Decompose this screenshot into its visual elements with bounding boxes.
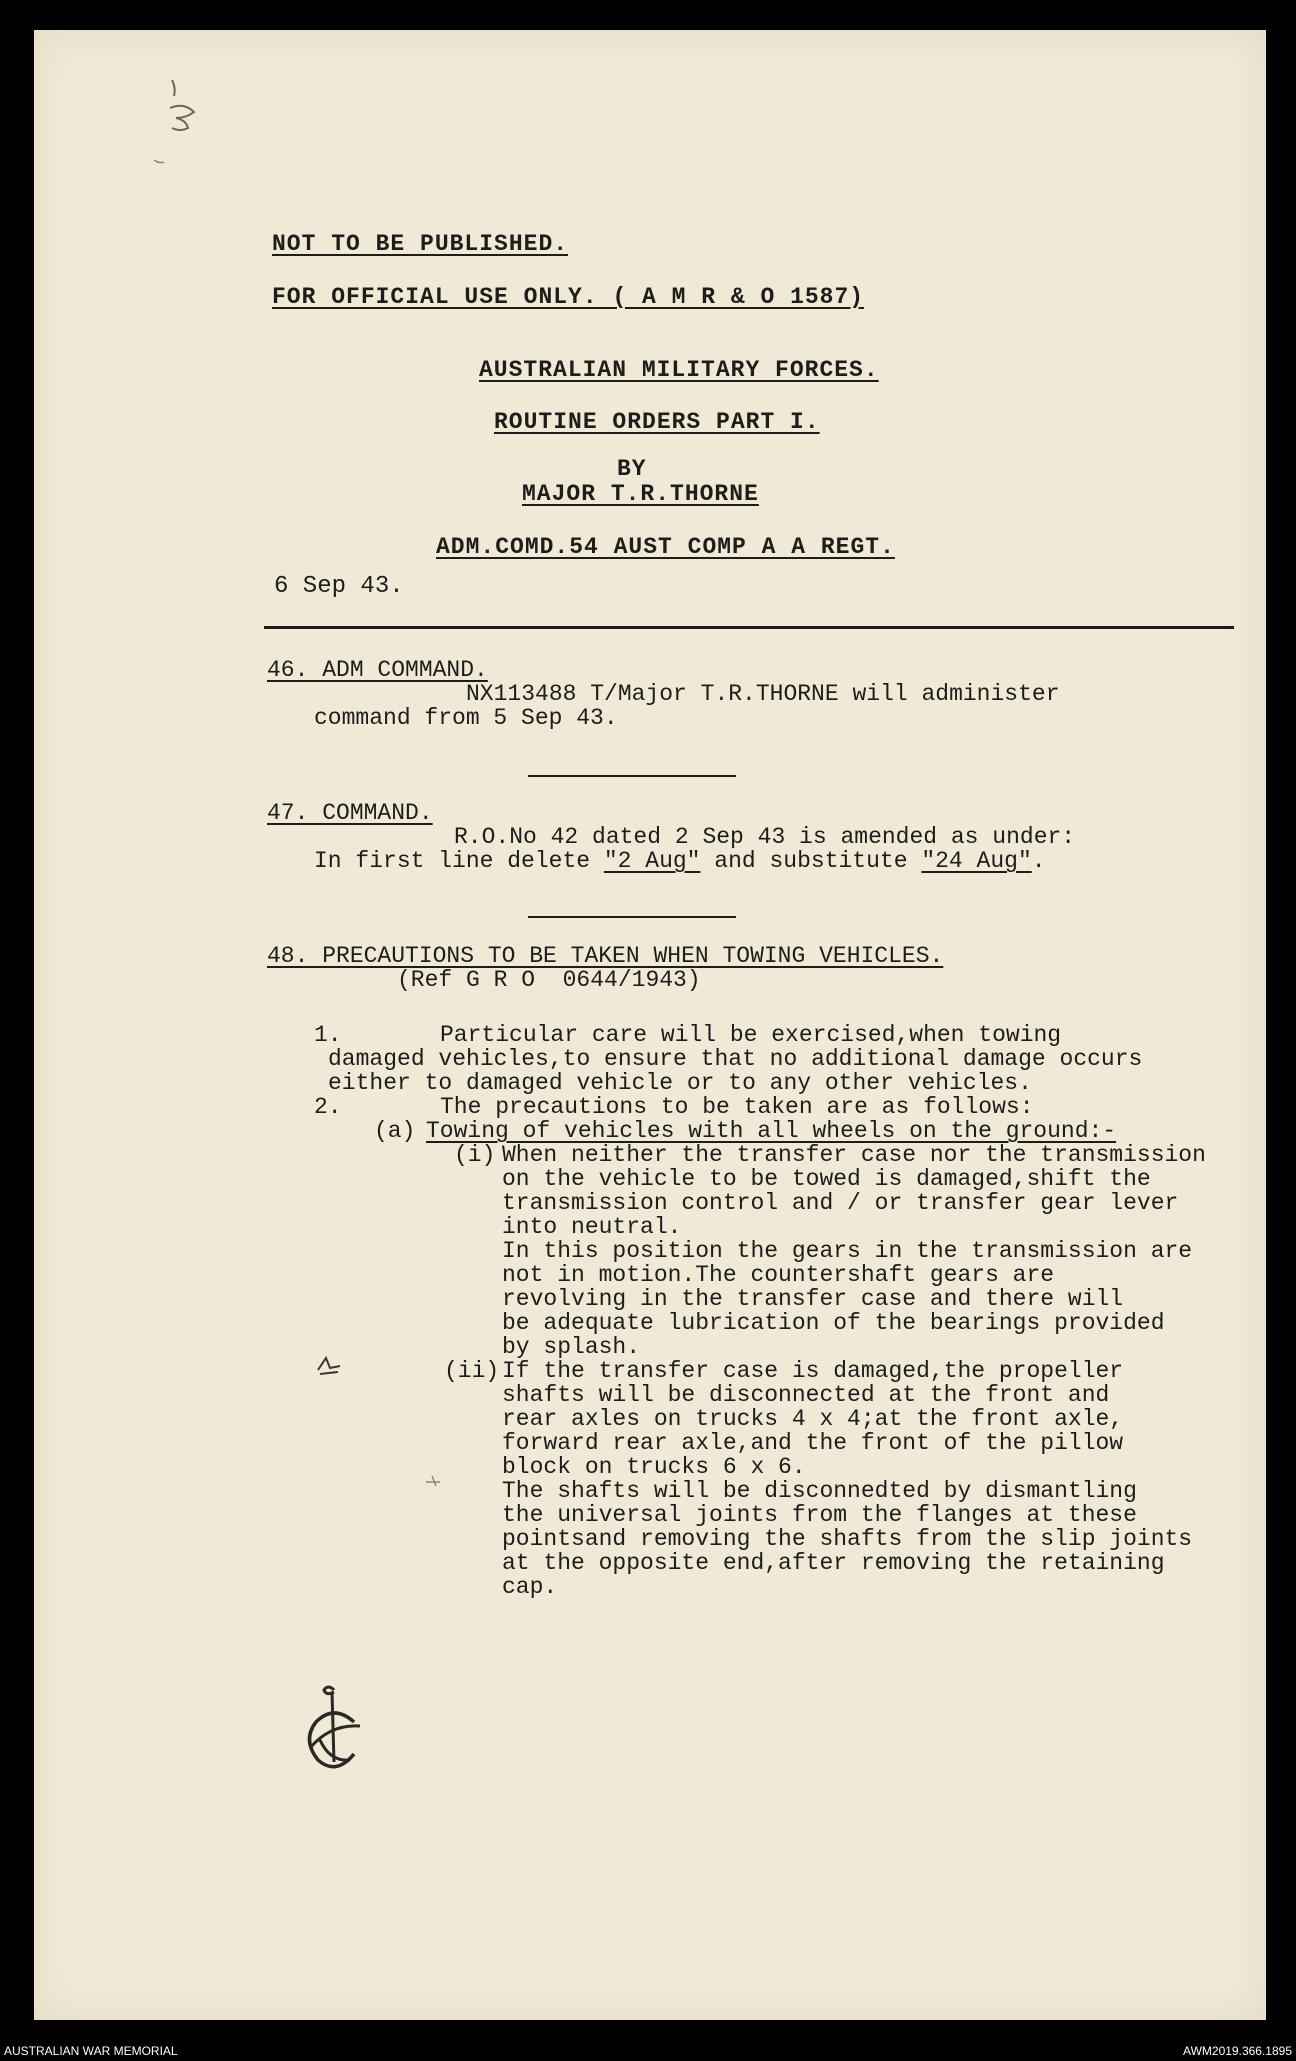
subparagraph-label: (a) bbox=[374, 1118, 416, 1144]
order-47-line: R.O.No 42 dated 2 Sep 43 is amended as under: bbox=[454, 824, 1076, 850]
clause-line: the universal joints from the flanges at these bbox=[502, 1502, 1137, 1528]
margin-mark-icon bbox=[422, 1470, 446, 1494]
paragraph-line: damaged vehicles,to ensure that no additional damage occurs bbox=[328, 1046, 1143, 1072]
section-divider bbox=[528, 775, 736, 777]
clause-line: cap. bbox=[502, 1574, 558, 1600]
clause-label: (i) bbox=[454, 1142, 496, 1168]
clause-line: into neutral. bbox=[502, 1214, 682, 1240]
clause-line: forward rear axle,and the front of the pillow bbox=[502, 1430, 1124, 1456]
clause-line: not in motion.The countershaft gears are bbox=[502, 1262, 1055, 1288]
forces-heading: AUSTRALIAN MILITARY FORCES. bbox=[479, 357, 879, 383]
pencil-scribble-mark bbox=[124, 70, 214, 190]
clause-line: The shafts will be disconnedted by dismantling bbox=[502, 1478, 1137, 1504]
subparagraph-heading: Towing of vehicles with all wheels on the ground:- bbox=[426, 1118, 1117, 1144]
clause-line: If the transfer case is damaged,the propeller bbox=[502, 1358, 1124, 1384]
order-47-line: In first line delete "2 Aug" and substitute "24 Aug". bbox=[314, 848, 1046, 874]
clause-line: transmission control and / or transfer gear lever bbox=[502, 1190, 1179, 1216]
order-48-heading: 48. PRECAUTIONS TO BE TAKEN WHEN TOWING VEHICLES. bbox=[267, 943, 944, 969]
section-divider bbox=[528, 916, 736, 918]
footer-accession-number: AWM2019.366.1895 bbox=[1183, 2044, 1292, 2058]
clause-line: block on trucks 6 x 6. bbox=[502, 1454, 806, 1480]
clause-line: on the vehicle to be towed is damaged,shift the bbox=[502, 1166, 1151, 1192]
footer-institution: AUSTRALIAN WAR MEMORIAL bbox=[4, 2044, 178, 2058]
paragraph-line: either to damaged vehicle or to any other vehicles. bbox=[328, 1070, 1032, 1096]
clause-line: revolving in the transfer case and there will bbox=[502, 1286, 1124, 1312]
official-use-heading: FOR OFFICIAL USE ONLY. ( A M R & O 1587) bbox=[272, 284, 865, 310]
paragraph-line: The precautions to be taken are as follows: bbox=[440, 1094, 1034, 1120]
order-46-line: command from 5 Sep 43. bbox=[314, 705, 618, 731]
unit-heading: ADM.COMD.54 AUST COMP A A REGT. bbox=[436, 534, 895, 560]
routine-orders-heading: ROUTINE ORDERS PART I. bbox=[494, 409, 820, 435]
not-published-heading: NOT TO BE PUBLISHED. bbox=[272, 231, 569, 257]
by-label: BY bbox=[617, 456, 647, 482]
order-48-reference: (Ref G R O 0644/1943) bbox=[397, 967, 701, 993]
clause-line: shafts will be disconnected at the front and bbox=[502, 1382, 1110, 1408]
order-47-heading: 47. COMMAND. bbox=[267, 800, 433, 826]
clause-label: (ii) bbox=[444, 1358, 500, 1384]
clause-line: When neither the transfer case nor the transmission bbox=[502, 1142, 1206, 1168]
paragraph-number: 1. bbox=[314, 1022, 342, 1048]
header-divider bbox=[264, 626, 1234, 629]
order-date: 6 Sep 43. bbox=[274, 573, 404, 600]
major-name: MAJOR T.R.THORNE bbox=[522, 481, 759, 507]
paragraph-line: Particular care will be exercised,when towing bbox=[440, 1022, 1062, 1048]
clause-line: rear axles on trucks 4 x 4;at the front axle, bbox=[502, 1406, 1124, 1432]
order-46-line: NX113488 T/Major T.R.THORNE will administer bbox=[466, 681, 1060, 707]
clause-line: In this position the gears in the transmission are bbox=[502, 1238, 1193, 1264]
clause-line: by splash. bbox=[502, 1334, 641, 1360]
clause-line: at the opposite end,after removing the retaining bbox=[502, 1550, 1165, 1576]
clause-line: pointsand removing the shafts from the slip joints bbox=[502, 1526, 1193, 1552]
document-page bbox=[34, 30, 1266, 2020]
margin-mark-icon bbox=[314, 1352, 344, 1382]
handwritten-monogram-stamp bbox=[292, 1682, 382, 1792]
order-46-heading: 46. ADM COMMAND. bbox=[267, 657, 488, 683]
paragraph-number: 2. bbox=[314, 1094, 342, 1120]
clause-line: be adequate lubrication of the bearings provided bbox=[502, 1310, 1165, 1336]
